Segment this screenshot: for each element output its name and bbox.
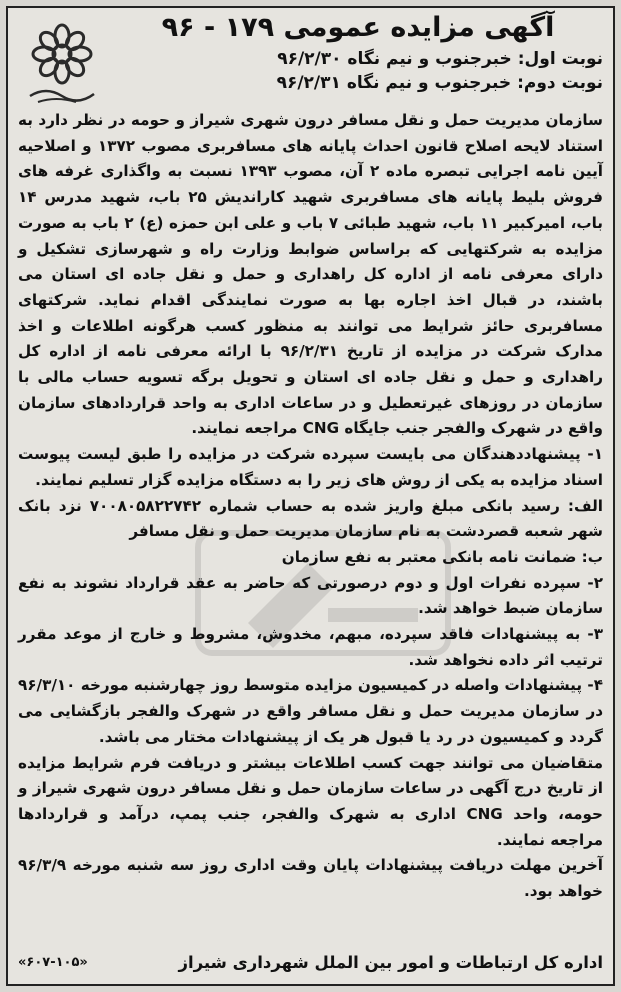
- condition-1-option-a: الف: رسید بانکی مبلغ واریز شده به حساب شماره ۷۰۰۸۰۵۸۲۲۷۴۲ نزد بانک شهر شعبه قصردشت به نام سازمان مدیریت حمل و نقل مسافر: [18, 496, 604, 541]
- intro-paragraph: سازمان مدیریت حمل و نقل مسافر درون شهری شیراز و حومه در نظر دارد به استناد لایحه اصلاح قانون احداث پایانه های مسافربری مصوب ۱۳۷۲ و اصلاحیه آیین نامه اجرایی تبصره ماده ۲ آن، مصوب ۱۳۹۳ نسبت به واگذاری غرفه های فروش بلیط پایانه های مسافربری شهید کاراندیش ۲۵ باب، شهید مدرس ۱۴ باب، امیرکبیر ۱۱ باب، شهید طبائی ۷ باب و علی ابن حمزه (ع) ۲ باب به صورت مزایده به شرکتهایی که براساس ضوابط وزارت راه و شهرسازی تشکیل و دارای معرفی نامه از اداره کل راهداری و حمل و نقل جاده ای استان می باشند، در قبال اخذ اجاره بها به صورت نمایندگی اقدام نماید. شرکتهای مسافربری حائز شرایط می توانند به منظور کسب هرگونه اطلاعات و اخذ مدارک شرکت در مزایده از تاریخ ۹۶/۲/۳۱ با ارائه معرفی نامه از اداره کل راهداری و حمل و نقل جاده ای استان و تحویل برگه تسویه حساب مالی با سازمان در روزهای غیرتعطیل و در ساعات اداری به واحد قراردادهای سازمان واقع در شهرک والفجر جنب جایگاه CNG مراجعه نمایند.: [18, 111, 603, 438]
- info-paragraph: متقاضیان می توانند جهت کسب اطلاعات بیشتر و دریافت فرم شرایط مزایده از تاریخ درج آگهی در ساعات سازمان حمل و نقل مسافر درون شهری شیراز و حومه، واحد CNG اداری به شهرک والفجر، جنب پمپ، درآمد و قراردادها مراجعه نمایند.: [18, 753, 603, 849]
- condition-4: ۴- پیشنهادات واصله در کمیسیون مزایده متوسط روز چهارشنبه مورخه ۹۶/۳/۱۰ در سازمان مدیریت حمل و نقل مسافر واقع در شهرک والفجر بازگشایی می گردد و کمیسیون در رد یا قبول هر یک از پیشنهادات مختار می باشد.: [18, 676, 603, 746]
- condition-3: ۳- به پیشنهادات فاقد سپرده، مبهم، مخدوش، مشروط و خارج از موعد مقرر ترتیب اثر داده نخواهد شد.: [18, 625, 603, 669]
- footer: [18, 948, 603, 976]
- deadline-paragraph: آخرین مهلت دریافت پیشنهادات پایان وقت اداری روز سه شنبه مورخه ۹۶/۳/۹ خواهد بود.: [18, 856, 603, 901]
- condition-2: ۲- سپرده نفرات اول و دوم درصورتی که حاضر به عقد قرارداد نشوند به نفع سازمان ضبط خواهد شد.: [18, 573, 603, 618]
- condition-1-option-b: ب: ضمانت نامه بانکی معتبر به نفع سازمان: [281, 547, 603, 566]
- issuer-name: اداره کل ارتباطات و امور بین الملل شهرداری شیراز: [178, 952, 603, 972]
- header: [113, 12, 603, 95]
- announcement-page: [6, 6, 615, 986]
- condition-1: ۱- پیشنهاددهندگان می بایست سپرده شرکت در مزایده را طبق لیست پیوست اسناد مزایده به یکی از روش های زیر را به دستگاه مزایده گزار تسلیم نمایند.: [18, 445, 603, 489]
- second-publication-line: نوبت دوم: خبرجنوب و نیم نگاه ۹۶/۲/۳۱: [276, 73, 603, 93]
- announcement-body: [18, 108, 603, 905]
- shiraz-municipality-logo-icon: [16, 16, 108, 108]
- announcement-title: آگهی مزایده عمومی ۱۷۹ - ۹۶: [161, 12, 555, 43]
- first-publication-line: نوبت اول: خبرجنوب و نیم نگاه ۹۶/۲/۳۰: [277, 49, 603, 69]
- ad-code: «۶۰۷-۱۰۵»: [18, 954, 88, 970]
